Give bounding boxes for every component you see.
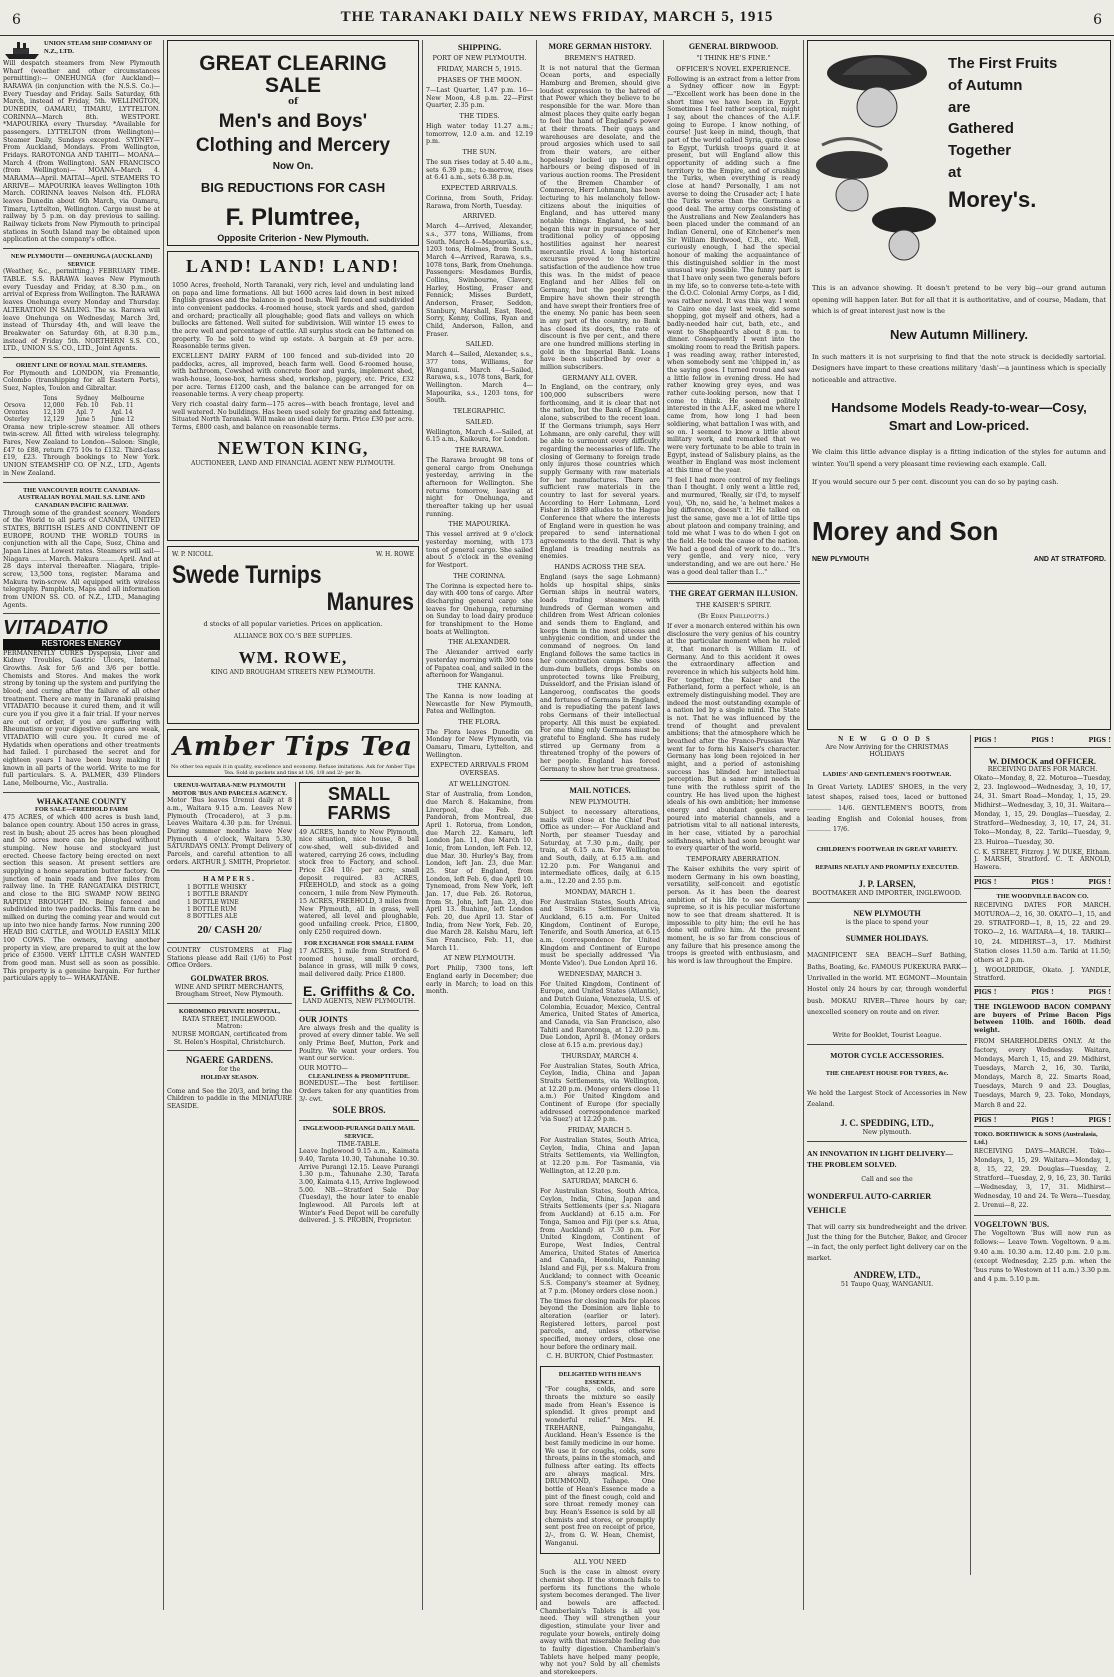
ad-headline: THE INGLEWOOD BACON COMPANY are buyers of Prime Bacon Pigs between 110lb. and 160lb. dead weight. bbox=[974, 1003, 1111, 1034]
newton-king-land-ad bbox=[167, 251, 419, 541]
advertiser-name: THE WOODVILLE BACON CO. bbox=[996, 893, 1089, 901]
advertiser-address: Brougham Street, New Plymouth. bbox=[175, 991, 284, 999]
ad-text: of bbox=[288, 97, 298, 108]
subheading: MONDAY, MARCH 1. bbox=[564, 887, 636, 896]
orient-sailings-table bbox=[3, 395, 160, 424]
vancouver-title: THE VANCOUVER ROUTE CANADIAN-AUSTRALIAN ROYAL MAIL S.S. LINE AND CANADIAN PACIFIC RAILWAY. bbox=[18, 486, 145, 509]
article-paragraph: Star of Australia, from London, due March 8. Hakamine, from Liverpool, due Feb. 28. Pandorah, from Montreal, due April 1. Rotorua, from London, due March 22. Kamaru, left London Jan. 11, due March 10. Ionic, from London, left Feb. 12, due Mar. 30. Hurley's Bay, from London, left Jan. 23, due Mar. 25. Star of England, from London, left Feb. 6, due April 10. Tynemead, from New York, left Jan. 17, due Feb. 26. Rotorua, from St. John, left Jan. 23, due April 13. Ruahine, left London Feb. 20, due April 13. Star of India, from New York, Feb. 20, due March 28. Kelshu Maru, left San Francisco, Feb. 11, due March 11. bbox=[426, 791, 533, 952]
ad-headline: are bbox=[948, 98, 971, 116]
article-paragraph: For United Kingdom, Continent of Europe, and United States (Atlantic), and Dutch Guiana, Venezuela, U.S. of Colombia, Ecuador, Mexico, Central America, United States of America, and Canada, via San Francisco, also Tahiti and Rarotonga, at 12.20 p.m. Due London, April 8. (Money orders close at 6.15 a.m. previous day.) bbox=[540, 980, 660, 1049]
ad-paragraph: COUNTRY CUSTOMERS at Flag Stations please add Rail (1/6) to Post Office Orders. bbox=[167, 946, 292, 970]
ad-paragraph: "For coughs, colds, and sore throats the mixture so easily made from Hean's Essence is splendid. It gives prompt and wonderful relief." Mrs. H. TREHARNE, Paingangahu, Auckland. Hean's Essence is the best family medicine in our home. We use it for coughs, colds, sore throats, pains in the stomach, and fullness after eating. Its effects are always magical. Mrs. DRUMMOND, Taihape. One bottle of Hean's Essence made a pint of the finest cough, cold and sore throat remedy money can buy. Hean's Essence is sold by all chemists and stores, or promptly sent post free on receipt of price, 2/-, from G. W. Hean, Chemist, Wanganui. bbox=[545, 1386, 655, 1547]
pigs-label: PIGS ! bbox=[1088, 878, 1111, 886]
ad-paragraph: BONEDUST.—The best fertiliser. Orders taken for any quantities from 3/- cwt. bbox=[299, 1080, 419, 1103]
subheading: THE KANNA. bbox=[457, 681, 502, 690]
subheading: NEW PLYMOUTH. bbox=[569, 798, 631, 807]
ad-headline: Manures bbox=[326, 587, 414, 616]
byline: (By Eden Phillpotts.) bbox=[697, 611, 770, 620]
page-number-right: 6 bbox=[1093, 12, 1102, 28]
ad-headline: Handsome Models Ready-to-wear—Cosy, Smart and Low-priced. bbox=[831, 399, 1087, 433]
list-item: 1 BOTTLE BRANDY bbox=[187, 891, 248, 899]
list-item: 1 BOTTLE WINE bbox=[187, 898, 239, 906]
ad-paragraph: MAGNIFICENT SEA BEACH—Surf Bathing, Baths, Boating, &c. FAMOUS PUKEKURA PARK—Unrivalled in the world. MT. EGMONT—Mountain Hostel only 24 hours by car, through wonderful bush. MOKAU RIVER—Three hours by car; unexcelled scenery on route and on river. bbox=[807, 952, 967, 1016]
pigs-label: PIGS ! bbox=[1031, 989, 1054, 997]
hamper-list bbox=[167, 884, 292, 921]
ad-headline: Swede Turnips bbox=[172, 561, 322, 590]
article-headline: MORE GERMAN HISTORY. bbox=[548, 42, 652, 51]
page-number-left: 6 bbox=[12, 12, 21, 28]
ad-text: OUR MOTTO— bbox=[299, 1065, 348, 1073]
ad-paragraph: RECEIVING DATES FOR MARCH. MOTUROA—2, 16, 30. OKATO—1, 15, and 29. STRATFORD—1, 8, 15, 22 and 29. TOKO—2, 16. WAITARA—4, 18. TARIKI—10, 24. MIDHIRST—3, 17. Midhirst Station closes 11.50 a.m. Tariki at 11.50; others at 2 p.m. bbox=[974, 902, 1111, 964]
hampers-ad bbox=[167, 875, 292, 938]
ad-headline: LAND! LAND! LAND! bbox=[186, 256, 400, 276]
ad-paragraph: We hold the Largest Stock of Accessories in New Zealand. bbox=[807, 1089, 967, 1108]
advertiser-name: GOLDWATER BROS. bbox=[190, 973, 269, 983]
subheading: AT NEW PLYMOUTH. bbox=[443, 954, 516, 963]
article-paragraph: The times for closing mails for places beyond the Dominion are liable to alteration (earlier or later). Registered letters, parcel post parcels, and, unless otherwise specified, money orders, close one hour before the ordinary mail. bbox=[540, 1297, 660, 1351]
ad-headline: LADIES' AND GENTLEMEN'S FOOTWEAR. bbox=[822, 770, 952, 778]
vancouver-body: Through some of the grandest scenery. Wonders of the World to all parts of CANADA, UNITED STATES, BRITISH ISLES AND CONTINENT OF EUROPE, ROUND THE WORLD TOURS in conjunction with all the Cape, Suez, China and Japan Lines at Lowest rates. Steamers will sail— Niagara ........ March. Makura ........ April. And at 28 days interval thereafter. Niagara, triple-screw, 13,500 tons, register. Marama and Makura twin-screw. All equipped with wireless telegraphy. Pamphlets, Maps and all information from UNION SS. CO. of N.Z., LTD., Managing Agents. bbox=[3, 509, 160, 609]
advertiser-name: VOGELTOWN 'BUS. bbox=[974, 1219, 1049, 1229]
article-paragraph: 7—Last Quarter, 1.47 p.m. 16—New Moon, 4.8 p.m. 22—First Quarter, 2.35 p.m. bbox=[426, 87, 533, 110]
pigs-label: PIGS ! bbox=[974, 1116, 997, 1124]
article-paragraph: If ever a monarch entered within his own disclosure the very genius of his country at the particular moment when he ruled it, that monarch is William II. of Germany. And to this accident it owes the extraordinary affection and reverence in which his subjects hold him. For together, the Kaiser and the Fatherland, form a perfect whole, is an extremely distinguishing model. They are indeed the most outstanding example of a nation led by a single mind. The State is not. That he was influenced by the trend of thought and prevalent ambitions; that the atmosphere which he breathed after the Franco-Prussian War went far to form his Kaiser's character. Germany has long been rejoiced in her might, and a period of astonishing success has blinded her intellectual perception. But a saner mind needs in tune with the ruthless spirit of the country. He has lived upon the highest ideals of his own ambition; her immense energy and abundant genius were poured into material channels, and a patriotism vital to all national interests, in her case, vitiated by a parochial selfishness, which had soon brought war to every quarter of the world. bbox=[667, 622, 800, 853]
advertiser-name: Morey and Son bbox=[812, 516, 999, 547]
ad-headline: AN INNOVATION IN LIGHT DELIVERY—THE PROBLEM SOLVED. bbox=[807, 1148, 954, 1170]
subheading: OFFICER'S NOVEL EXPERIENCE. bbox=[676, 64, 791, 73]
ad-text: THE CHEAPEST HOUSE FOR TYRES, &c. bbox=[825, 1070, 949, 1077]
ad-headline: BIG REDUCTIONS FOR CASH bbox=[200, 180, 386, 196]
subheading: SAILED. bbox=[465, 340, 494, 349]
subheading: THURSDAY, MARCH 4. bbox=[561, 1051, 639, 1060]
signature: J. WOOLDRIDGE, Okato. J. YANDLE, Stratford. bbox=[974, 966, 1111, 982]
subheading: HANDS ACROSS THE SEA. bbox=[554, 562, 646, 571]
masthead bbox=[0, 0, 1114, 36]
ad-paragraph: If you would secure our 5 per cent. discount you can do so by paying cash. bbox=[812, 477, 1059, 486]
advertiser-name: W. DIMOCK and OFFICER. bbox=[988, 755, 1097, 766]
article-paragraph: For Australian States, South Africa, and Straits Settlements, via Auckland, 6.15 a.m. For United Kingdom, Continent of Europe, Tenerife, and South America, at 6.15 a.m. (correspondence for United Kingdom and Continent of Europe must be specially addressed 'Via Monte Video'). Due London April 16. bbox=[540, 898, 660, 967]
swede-turnips-ad bbox=[167, 546, 419, 724]
pigs-label: PIGS ! bbox=[974, 737, 997, 744]
article-paragraph: The Flora leaves Dunedin on Monday for New Plymouth, via Oamaru, Timaru, Lyttelton, and Wellington. bbox=[426, 728, 533, 759]
article-paragraph: The sun rises today at 5.40 a.m., sets 6.39 p.m.; to-morrow, rises at 6.41 a.m., sets 6.38 p.m. bbox=[426, 159, 533, 182]
plumtree-ad bbox=[167, 40, 419, 246]
ad-paragraph: That will carry six hundredweight and the driver. Just the thing for the Butcher, Baker, and Grocer—in fact, the only perfect light delivery car on the market. bbox=[807, 1224, 967, 1262]
ad-headline: NEW GOODS bbox=[838, 735, 936, 743]
ad-text: is the place to spend your bbox=[845, 918, 929, 926]
article-paragraph: The Kaiser exhibits the very spirit of modern Germany in his own boasting, versatility, self-conceit and egotistic person. As it has been the dearest ambition of his life to see Germany supreme, so it is his peculiar misfortune now to see that dream shattered. It is impossible to pity him; the evil he has done will outlive him. At the present moment, he is so far from conscious of any failure that his presence among the troops is greeted with enthusiasm, and his word is law throughout the Empire. bbox=[667, 865, 800, 965]
morey-ad bbox=[807, 40, 1111, 730]
article-headline: THE GREAT GERMAN ILLUSION. bbox=[669, 589, 798, 599]
ad-text: CLEANLINESS & PROMPTITUDE. bbox=[308, 1072, 410, 1080]
ad-text: No other tea equals it in quality, excellence and economy. Refuse imitations. Ask for Amber Tips Tea. Sold in packets and tins at 1/6, 1/8 and 2/- per lb. bbox=[171, 763, 415, 776]
urenui-bus-ad bbox=[167, 782, 292, 866]
column-4-news bbox=[537, 40, 663, 1677]
ad-paragraph: The Vogeltown 'Bus will now run as follows:— Leave Town. Vogeltown. 9 a.m. 9.40 a.m. 10.30 a.m. 12.40 p.m. 2.0 p.m. (except Wednesday, 2.25 p.m. when the 'bus runs to Westown at 11 a.m.) 3.30 p.m. and 4 p.m. 5.10 p.m. bbox=[974, 1230, 1111, 1283]
ad-text: Matron: bbox=[216, 1023, 243, 1031]
hat-illustration bbox=[812, 45, 942, 275]
whakatane-body: 475 ACRES, of which 400 acres is bush land, balance open country. About 150 acres in grass, rest in bush; about 25 acres has been ploughed and 50 acres more can be ploughed without stumping. New house and stockyard just erected. Cheese factory being erected on next section this season. At present settlers are supplying a home separation butter factory. On junction of main roads and five miles from railway line. In THE RANGATAIKA DISTRICT, and close to the BIG SWAMP NOW BEING RAPIDLY BROUGHT IN. Being fenced and subdivided into two paddocks. This farm can be milked on during the coming year and would cut up into two nice handy farms. Now running 200 HEAD BIG CATTLE, and WOULD EASILY MILK 100 COWS. The owners, having another property in view, are prepared to quit at the low price of £3500. VERY LITTLE CASH WANTED from good man. Must sell as soon as possible. This property is a genuine bargain. For further particulars apply to— WHAKATANE. bbox=[3, 814, 160, 983]
article-paragraph: This vessel arrived at 9 o'clock yesterday morning, with 173 tons of general cargo. She sailed about 5 o'clock in the evening for Westport. bbox=[426, 531, 533, 569]
column-5-news bbox=[664, 40, 803, 1610]
column-3-shipping bbox=[423, 40, 536, 1610]
column-2 bbox=[164, 40, 422, 1610]
ad-text: Call and see the bbox=[861, 1176, 913, 1184]
ad-headline: Together bbox=[948, 142, 1012, 159]
ad-headline: of Autumn bbox=[948, 76, 1023, 94]
subheading: AT WELLINGTON. bbox=[448, 780, 511, 789]
ad-paragraph: 49 ACRES, handy to New Plymouth, nice situation, nice house, 8 ball cow-shed, well sub-divided and watered, carrying 26 cows, including stock free to Factory, and school. Price £34 10/- per acre; small deposit required. 83 ACRES, FREEHOLD, and stock as a going concern, 1 mile from New Plymouth. 15 ACRES, FREEHOLD, 3 miles from New Plymouth, all in grass, well watered, all level and ploughable, good unfailing creek. Price, £1800, only £250 required down. bbox=[299, 828, 419, 936]
vancouver-ad bbox=[3, 487, 160, 610]
list-item: 1 BOTTLE WHISKY bbox=[187, 883, 247, 891]
orient-line-ad bbox=[3, 362, 160, 478]
table-row: Orontes 12,130 Apl. 7 Apl. 14 bbox=[4, 409, 133, 417]
pigs-label: PIGS ! bbox=[1031, 1116, 1054, 1124]
amber-tips-tea-ad bbox=[167, 729, 419, 777]
onehunga-body: (Weather, &c., permitting.) FEBRUARY TIME-TABLE. S.S. RARAWA leaves New Plymouth every Tuesday and Friday, at 8.30 p.m., on arrival of Express from Wellington. The RARAWA leaves Onehunga every Monday and Thursday. ALTERATION IN SAILING. The ss. Rarawa will leave Onehunga on Wednesday, March 3rd, instead of Thursday 4th, and will leave the Breakwater on Saturday 6th, at 8.30 p.m., instead of Friday 5th. NORTHERN S.S. CO., LTD., UNION S.S. CO., LTD., Joint Agents. bbox=[3, 268, 160, 353]
advertiser-name: WM. ROWE, bbox=[238, 648, 348, 668]
heans-essence-ad bbox=[540, 1366, 660, 1554]
ad-headline: URENUI-WAITARA-NEW PLYMOUTH MOTOR 'BUS AND PARCELS AGENCY. bbox=[172, 782, 287, 797]
subheading: THE KAISER'S SPIRIT. bbox=[695, 601, 772, 610]
ad-paragraph: RECEIVING DAYS—MARCH. Toko—Mondays, 1, 15, 29. Waitara—Monday, 1, 8, 15, 22, 29. Douglas—Tuesday, 2. Stratford—Tuesday, 2, 9, 16, 23, 30. Tariki—Wednesday, 3, 17, 31. Midhirst—Wednesday, 10 and 24. Te Wera—Tuesday, 2. Urenui—8, 22. bbox=[974, 1147, 1111, 1210]
ad-text: W. H. ROWE bbox=[376, 551, 414, 558]
subheading: EXPECTED ARRIVALS FROM OVERSEAS. bbox=[430, 761, 529, 778]
advertiser-name: KOROMIKO PRIVATE HOSPITAL, bbox=[178, 1008, 281, 1015]
article-paragraph: Following is an extract from a letter from a Sydney officer now in Egypt:—"Excellent work has been done in the short time we have been in Egypt. Sometimes I feel rather sceptical, might I say, about the chances of the A.I.F. going to Europe. I know nothing, of course! Just keep in mind, though, that part of the world called Syria, quite close to Egypt, Turkish troops guard it at present, but will England allow this opportunity of adding such a fine territory to the Empire, and of crushing the Turks, when everything is ready close at hand? Personally, I am not averse to doing the Crusader act; I hate the Turks worse than the Germans a good deal. The army corps consisting of the Australians and New Zealanders has been placed under the command of an Indian General, one of Kitchener's men Sir William Birdwood, C.B., etc. Well, curiously enough, I had the special honour of making the acquaintance of this distinguished soldier in the most unusual way possible. The funny part is that I have only seen two generals before in my life, so to converse tete-a-tete with the G.O.C. Colonial Army Corps, as I did, was rather novel. It was this way. I went to Cairo one day last week, did some shopping, got myself and others, had a badly-needed hair cut, bath, etc., and went to Shepheard's about 8 p.m. to dinner. Consequently I went into the smoking room to read the British papers. I was reading away, rather interested, when somebody sent me 'chipped in,' as the saying goes. I turned round and saw a little fellow in evening dress. He had rather knowing grey eyes, and was rather cute-looking person, now that I come to think. He seemed politely interested in the A.I.F., asked me where I came from, how long I had been soldiering, what battalion I was with, and so on. I seemed to know a little about military work, and remarked that we were very fortunate to be able to train in Egypt, instead of Salisbury plains, as the weather in England was most inclement at this time of the year. bbox=[667, 75, 800, 474]
ad-paragraph: In Great Variety. LADIES' SHOES, in the very latest shapes, raised toes, laced or buttoned ............ 14/6. GENTLEMEN'S BOOTS, from leading English and Colonial houses, from ............ 17/6. bbox=[807, 783, 967, 834]
subheading: THE MAPOURIKA. bbox=[448, 520, 511, 529]
subheading: FRIDAY, MARCH 5, 1915. bbox=[436, 65, 523, 74]
ad-paragraph: In such matters it is not surprising to find that the note struck is decidedly sartorial. Designers have impart to these creations military 'dash'—a jauntiness which is specially noticeable and attractive. bbox=[812, 352, 1106, 385]
pigs-label: PIGS ! bbox=[1088, 989, 1111, 997]
ad-paragraph: Motor 'Bus leaves Urenui daily at 8 a.m., Waitara 9.15 a.m. Leaves New Plymouth (Trocadero), at 3 p.m. Leaves Waitara 4.30 p.m. for Urenui. During summer months leave New Plymouth 4 o'clock, Waitara 5.30, SATURDAYS ONLY. Prompt Delivery of Parcels, and careful attention to all orders. ARTHUR J. SMITH, Proprietor. bbox=[167, 797, 292, 866]
article-paragraph: For Australian States, South Africa, Ceylon, India, China, Japan and Straits Settlements (per s.s. Niagara from Auckland) at 6.15 a.m. For Tonga, Samoa and Fiji (per s.s. Atua, from Auckland) at 7.30 p.m. For United Kingdom, Continent of Europe, West Indies, Central America, United States of America and Canada, Honolulu, Fanning Island and Fiji, per s.s. Makura from Auckland; to connect with Oceanic S.S. Company's steamer at Sydney, at 7 p.m. (Money orders close noon.) bbox=[540, 1188, 660, 1295]
section-heading: SHIPPING. bbox=[457, 42, 502, 52]
ad-headline: The First Fruits bbox=[948, 55, 1058, 72]
whakatane-title: WHAKATANE COUNTY bbox=[36, 796, 127, 806]
ad-paragraph: Very rich coastal dairy farm—175 acres—with beach frontage, level and well watered. No buildings. Has been used solely for grazing and fattening. Situated North Taranaki. Will make an ideal dairy farm. Price £30 per acre. Terms, £800 cash, and balance on reasonable terms. bbox=[172, 401, 414, 432]
masthead-title: THE TARANAKI DAILY NEWS FRIDAY, MARCH 5, 1915 bbox=[340, 9, 774, 26]
union-body: Will despatch steamers from New Plymouth Wharf (weather and other circumstances permitting):— ONEHUNGA (for Auckland)— RARAWA (in conjunction with the N.S.S. Co.)—Every Tuesday and Friday. Sails Saturday, 6th March, instead of Friday, 5th. WELLINGTON, DUNEDIN, OAMARU, TIMARU, LYTTELTON. CORINNA—March 8th. WESTPORT. *MAPOURIKA every Thursday. *Available for passengers. LYTTELTON (from Wellington)—Steamer Daily, Sundays excepted. SYDNEY— From Auckland, Mondays. From Wellington, Fridays. RAROTONGA AND TAHITI— MOANA—March 4 (from Wellington). SAN FRANCISCO (from Wellington)— MOANA—March 4. MARAMA—April. MAITAI—April. STEAMERS TO ARRIVE— MAPOURIKA leaves Wellington 10th March. CORINNA leaves Nelson 4th. FLORA leaves Dunedin about 6th March, via Oamaru, Timaru, Lyttelton, Wellington. Cargo must be at railway by 5 p.m. on day previous to sailing. Railway tickets from New Plymouth to principal stations in South Island may be obtained upon application at the company's office. bbox=[3, 60, 160, 244]
orient-tail: Orama new triple-screw steamer. All others twin-screw. All fitted with wireless telegraphy. Fares, New Zealand to London—Saloon: Single, £47 to £88, return £75 10s to £132. Third-class £19, £23. Through bookings to New York. UNION STEAMSHIP CO. OF N.Z., LTD., Agents in New Zealand. bbox=[3, 423, 160, 477]
larsen-footwear-ad bbox=[807, 735, 967, 898]
article-headline: MAIL NOTICES. bbox=[569, 786, 631, 796]
article-paragraph: March 4—Sailed, Alexander, s.s., 377 tons, Williams, for Wanganui. March 4—Sailed, Rarawa, s.s., 1078 tons, Bark, for Wellington. March 4—Mapourika, s.s., 1203 tons, for South. bbox=[426, 351, 534, 405]
pigs-label: PIGS ! bbox=[1031, 878, 1054, 886]
onehunga-ad bbox=[3, 253, 160, 353]
steamship-icon bbox=[3, 40, 41, 60]
ad-headline: CHILDREN'S FOOTWEAR IN GREAT VARIETY. bbox=[816, 846, 958, 854]
article-paragraph: Such is the case in almost every chemist shop. If the stomach fails to perform its functions the whole system becomes deranged. The liver and bowels are affected. Chamberlain's Tablets is all you need. They will strengthen your digestion, stimulate your liver and regulate your bowels, entirely doing away with that miserable feeling due to faulty digestion. Chamberlain's Tablets have helped many people, why not you? Sold by all chemists and storekeepers. bbox=[540, 1569, 660, 1677]
article-paragraph: Subject to necessary alterations, mails will close at the Chief Post Office as under:— For Auckland and North, per steamer Tuesday and Saturday, at 7.30 p.m., daily, per train, at 6.15 a.m. For Wellington and South, daily, at 6.15 a.m. and 12.20 p.m. For Wanganui and intermediate offices, daily, at 6.15 a.m., 12.20 and 2.55 p.m. bbox=[540, 808, 660, 886]
vitadatio-ad bbox=[3, 618, 160, 787]
orient-title: ORIENT LINE OF ROYAL MAIL STEAMERS. bbox=[15, 361, 148, 369]
ad-paragraph: Are always fresh and the quality is proved at every dinner table. We sell only Prime Beef, Mutton, Pork and Poultry. We want your orders. You want our service. bbox=[299, 1024, 419, 1063]
advertiser-address: New plymouth. bbox=[862, 1129, 912, 1137]
onehunga-title: NEW PLYMOUTH — ONEHUNGA (AUCKLAND) SERVICE bbox=[10, 253, 153, 268]
signature: C. H. BURTON, Chief Postmaster. bbox=[546, 1353, 654, 1361]
advertiser-address: NEW PLYMOUTH bbox=[812, 555, 869, 563]
subheading: SAILED. bbox=[465, 417, 494, 426]
subheading: BREMEN'S HATRED. bbox=[564, 53, 636, 62]
orient-body: For Plymouth and LONDON, via Fremantle, Colombo (transhipping for all Eastern Ports), Suez, Naples, Toulon and Gibraltar. bbox=[3, 369, 160, 392]
advertiser-name: J. C. SPEDDING, LTD., bbox=[840, 1118, 934, 1129]
subheading: THE FLORA. bbox=[458, 717, 501, 726]
advertiser-address: AND AT STRATFORD. bbox=[1033, 555, 1106, 563]
article-paragraph: The Alexander arrived early yesterday morning with 300 tons of Papatea coal, and sailed in the afternoon for Wanganui. bbox=[426, 649, 533, 680]
ad-text: ALLIANCE BOX CO.'S BEE SUPPLIES. bbox=[233, 632, 353, 640]
ad-headline: at bbox=[948, 163, 962, 181]
subheading: ARRIVED. bbox=[462, 212, 497, 221]
pigs-label: PIGS ! bbox=[974, 878, 997, 886]
list-item: 1 BOTTLE RUM bbox=[187, 905, 237, 913]
subheading: THE ALEXANDER. bbox=[448, 638, 511, 647]
ad-paragraph: Come and See the 20/3, and bring the Children to paddle in the MINIATURE SEASIDE. bbox=[167, 1087, 292, 1111]
table-row: Orsova 12,000 Feb. 10 Feb. 11 bbox=[4, 401, 134, 409]
subheading: PORT OF NEW PLYMOUTH. bbox=[432, 54, 527, 63]
new-plymouth-holiday-ad bbox=[807, 909, 967, 1040]
ad-headline: MOTOR CYCLE ACCESSORIES. bbox=[830, 1050, 944, 1060]
article-paragraph: Port Philip, 7300 tons, left England early in December; due early in March; to load on this month. bbox=[426, 965, 533, 996]
advertiser-address: 51 Taupo Quay, WANGANUI. bbox=[840, 1280, 934, 1288]
union-steam-ad bbox=[3, 40, 160, 244]
advertiser-address: Opposite Criterion - New Plymouth. bbox=[217, 233, 369, 244]
subheading: GERMANY ALL OVER. bbox=[562, 373, 638, 382]
pigs-label: PIGS ! bbox=[1088, 737, 1111, 744]
advertiser-name: NEWTON KING, bbox=[217, 437, 369, 458]
subheading: THE SUN. bbox=[462, 148, 497, 157]
ad-headline: SUMMER HOLIDAYS. bbox=[845, 934, 929, 944]
subheading: TEMPORARY ABERRATION. bbox=[686, 855, 781, 864]
ad-headline: Amber Tips Tea bbox=[172, 732, 413, 762]
pigs-label: PIGS ! bbox=[1088, 1116, 1111, 1124]
ad-headline: HAMPERS. bbox=[203, 875, 256, 884]
ad-headline: DELIGHTED WITH HEAN'S ESSENCE. bbox=[558, 1370, 642, 1386]
ad-headline: Men's and Boys' bbox=[218, 111, 368, 133]
ad-text: d stocks of all popular varieties. Prices on application. bbox=[203, 619, 383, 628]
whakatane-head: FOR SALE—FREEHOLD FARM bbox=[35, 806, 128, 814]
advertiser-name: SOLE BROS. bbox=[332, 1105, 386, 1116]
advertiser-name: J. P. LARSEN, bbox=[858, 879, 916, 890]
ad-text: WINE AND SPIRIT MERCHANTS, bbox=[174, 983, 285, 991]
pigs-label: PIGS ! bbox=[1031, 737, 1054, 744]
subheading: "I THINK HE'S FINE." bbox=[696, 53, 771, 62]
ad-headline: OUR JOINTS bbox=[299, 1014, 348, 1024]
vitadatio-body: PERMANENTLY CURES Dyspepsia, Liver and Kidney Troubles, Gastric Ulcers, Internal Growths. Ask for 5/6 and 3/6 per bottle. Chemists and Stores. And makes the work strong by toning up the system and purifying the blood; and curing after the failure of all other treatment. There are many in Taranaki praising VITADATIO because it cured them, and it will cure you if you give it a fair trial. If your nerves are out of order, if you are suffering with Rheumatism or your digestive organs are weak, VITADATIO will cure you. It cured me of Hydatids when operations and other treatments had failed. I purchased the secret and for eighteen years I have been busy making it known in all parts of the world. Write to me for full particulars. S. A. PALMER, 439 Flinders Lane, Melbourne, Vic., Australia. bbox=[3, 649, 160, 788]
ad-headline: WONDERFUL AUTO-CARRIER VEHICLE bbox=[807, 1191, 932, 1215]
advertiser-name: NGAERE GARDENS. bbox=[185, 1055, 273, 1066]
article-paragraph: For Australian States, South Africa, Ceylon, India, China and Japan Straits Settlements, via Wellington, at 12.20 p.m. (Money orders close 11 a.m.) For United Kingdom and Continent of Europe (for specially addressed correspondence marked 'via Suez') at 12.20 p.m. bbox=[540, 1062, 660, 1124]
advertiser-name: TOKO. BORTHWICK & SONS (Australasia, Ltd.) bbox=[974, 1131, 1098, 1146]
ad-paragraph: FROM SHAREHOLDERS ONLY. At the factory, every Wednesday. Waitara, Mondays, March 1, 15, and 29. Midhirst, Tuesdays, March 2, 16, 30. Tariki, Mondays, March 8, 22. Smarts Road, Tuesdays, March 9 and 23. Douglas, Tuesdays, March 9, 23. Toko, Mondays, March 8 and 22. bbox=[974, 1037, 1111, 1109]
advertiser-address: AUCTIONEER, LAND AND FINANCIAL AGENT NEW PLYMOUTH. bbox=[191, 459, 395, 467]
subheading: TELEGRAPHIC. bbox=[453, 406, 506, 415]
table-row: Osterley 12,129 June 5 June 12 bbox=[4, 416, 135, 424]
advertiser-address: BOOTMAKER AND IMPORTER, INGLEWOOD. bbox=[812, 890, 962, 898]
ad-headline: REPAIRS NEATLY AND PROMPTLY EXECUTED. bbox=[815, 863, 959, 871]
article-paragraph: It is not natural that the German Ocean ports, and especially Hamburg and Bremen, should give loudest expression to the hatred of that Power which they believe to be responsible for the war. More than almost places they quite early began to feel the hand of England's power at their throats. Their quays and warehouses are desolate, and the proud argosies which used to sail from their waters, are either hopelessly locked up in neutral harbours or being disposed of in various auction rooms. The President of the Bremen Chamber of Commerce, Herr Lohmann, has been lecturing to his melancholy fellow-citizens about the iniquities of England, and has uttered many notable things. England, he said, began this war in pursuance of her traditional policy of opposing hostilities against her nearest mercantile rival. A long historical excursus proved to the entire satisfaction of the audience how true this was. In the midst of peace England and her Allies fell on Germany, but the people of the Empire have shown their strength and have swept their frontiers free of the enemy. No panic has been seen in any part of the country, no Bank has closed its doors, the rate of discount is five per cent., and there are one hundred millions sterling in gold in the Imperial Bank. Loans have been subscribed by over a million subscribers. bbox=[540, 64, 660, 371]
column-1 bbox=[0, 40, 163, 1610]
ad-headline: FOR EXCHANGE FOR SMALL FARM bbox=[304, 940, 414, 948]
article-paragraph: The Corinna is expected here to-day with 400 tons of cargo. After discharging general cargo she leaves for Onehunga, returning on Sunday to load dairy produce for transhipment to the Home boats at Wellington. bbox=[426, 582, 533, 636]
ad-headline: New Autumn Millinery. bbox=[890, 327, 1028, 343]
subheading: PHASES OF THE MOON. bbox=[437, 76, 522, 85]
article-paragraph: March 4—Arrived, Alexander, s.s., 377 tons, Williams, from South. March 4—Mapourika, s.s., 1203 tons, Holmes, from South. March 4—Arrived, Rarawa, s.s., 1078 tons, Bark, from Onehunga. Passengers: Mesdames Burdis, Collins, Swinbourne, Clavery, Harley, Hosting, Fraser and Fennick; Misses Burdett, Anderson, Fraser, Seddon, Stanbury, Marshall, East, Reed, Sorry, Kenny, Collins, Ryan and Child, Anderson, Fallon, and Fraser. bbox=[426, 223, 533, 338]
ad-text: RECEIVING DATES FOR MARCH. bbox=[987, 766, 1098, 774]
ad-text: Now On. bbox=[272, 160, 314, 172]
article-paragraph: In England, on the contrary, only 100,000 subscribers were forthcoming, and it is clear that not the nation, but the Bank of England alone, subscribed to the recent loan. If the Germans triumph, says Herr Lohmann, are only careful, they will be able to surmount every difficulty regarding the necessaries of life. The closing of Germany to foreign trade only injures those countries which supply Germany with raw materials for her manufactures. There are sufficient raw materials in the country to last for several years. According to Herr Lohmann, Lord Fisher in 1889 alludes to the Hague Conference that where the interests of England were in question he was prepared to send international agreements to the devil. That is why England is treading neutrals as enemies. bbox=[540, 384, 660, 561]
auto-carrier-ad bbox=[807, 1148, 967, 1288]
ad-headline: Gathered bbox=[948, 120, 1014, 138]
subheading: WEDNESDAY, MARCH 3. bbox=[558, 969, 642, 978]
ad-text: W. P. NICOLL bbox=[172, 551, 213, 558]
vitadatio-title: VITADATIO bbox=[3, 617, 108, 640]
subheading: THE RARAWA. bbox=[455, 446, 504, 455]
advertiser-address: KING AND BROUGHAM STREETS NEW PLYMOUTH. bbox=[210, 668, 376, 676]
ad-paragraph: This is an advance showing. It doesn't pretend to be very big—our grand autumn opening will happen later. But for all that it is authoritative, and of course, Madam, that which is of great interest just now is the bbox=[812, 284, 1106, 316]
column-6-7-ads bbox=[804, 40, 1114, 1610]
article-paragraph: The Rarawa brought 98 tons of general cargo from Onehunga yesterday, arriving in the afternoon for Wellington. She returns tomorrow, leaving at night for Onehunga, and thereafter taking up her usual running. bbox=[426, 457, 533, 518]
ad-headline: SMALL FARMS bbox=[299, 782, 419, 826]
column-7-pigs bbox=[971, 735, 1114, 1575]
subheading: THE CORINNA. bbox=[453, 571, 506, 580]
vitadatio-banner: RESTORES ENERGY bbox=[3, 639, 160, 649]
article-paragraph: High water today 11.27 a.m.; tomorrow, 12.0 a.m. and 12.19 p.m. bbox=[426, 123, 533, 146]
ad-text: for the bbox=[218, 1066, 241, 1074]
subheading: EXPECTED ARRIVALS. bbox=[441, 184, 518, 193]
article-paragraph: Wellington, March 4.—Sailed, at 6.15 a.m., Kaikoura, for London. bbox=[426, 428, 533, 444]
list-item: 8 BOTTLES ALE bbox=[187, 913, 238, 921]
ad-text: Are Now Arriving for the CHRISTMAS HOLIDAYS bbox=[825, 743, 949, 759]
ad-text: NURSE MORGAN, certificated from St. Helen's Hospital, Christchurch. bbox=[171, 1031, 288, 1046]
ad-paragraph: 1050 Acres, freehold, North Taranaki, very rich, level and undulating land on papa and lime formations. All but 1600 acres laid down in best mixed English grasses and the balance in good bush. Well fenced and subdivided into convenient paddocks. 4-roomed house, stock yards and shed, garden and orchard; practically all ploughable; good flats and valleys on which bullocks are fattened. Well suited for subdivision. Will winter 15 ewes to the acre well and percentage of cattle. All surplus stock can be fattened on property. To be sold to wind up estate. A bargain at £9 per acre. Reasonable terms given. bbox=[172, 281, 414, 351]
advertiser-name: ANDREW, LTD., bbox=[853, 1269, 921, 1280]
table-row: Tons Sydney Melbourne bbox=[43, 394, 145, 402]
article-paragraph: The Kanna is now loading at Newcastle for New Plymouth, Patea and Wellington. bbox=[426, 692, 533, 716]
ad-headline: NEW PLYMOUTH bbox=[853, 909, 921, 919]
hamper-price: 20/ CASH 20/ bbox=[197, 924, 262, 937]
ad-paragraph: Leave Inglewood 9.15 a.m., Kaimata 9.40, Tarata 10.30, Tahunahe 10.30. Arrive Purangi 12.15. Leave Purangi 1.30 p.m., Tahunahe 2.30, Tarata 3.00, Kaimata 4.15, Arrive Inglewood 5.00. NB.—Stratford Sale Day (Tuesday), the hour later to enable Inglewood. All Parcels left at Winter's Feed Depot will be carefully delivered. J. S. PROBIN, Proprietor. bbox=[299, 1148, 419, 1225]
signature: C. K. STREET, Fitzroy. J. W. DUKE, Eltham. J. MARSH, Stratford. C. T. ARNOLD, Hawera. bbox=[974, 848, 1111, 872]
whakatane-ad bbox=[3, 797, 160, 983]
article-paragraph: Corinna, from South, Friday. Rarawa, from North, Tuesday. bbox=[426, 194, 533, 210]
subheading: ALL YOU NEED bbox=[573, 1558, 627, 1567]
ad-headline: Clothing and Mercery bbox=[195, 135, 391, 156]
subheading: FRIDAY, MARCH 5. bbox=[567, 1125, 633, 1134]
advertiser-address: LAND AGENTS, NEW PLYMOUTH. bbox=[302, 998, 416, 1006]
subheading: THE TIDES. bbox=[459, 112, 500, 121]
article-paragraph: For Australian States, South Africa, Ceylon, India, China and Japan Straits Settlements, via Wellington, at 12.20 p.m. For Tasmania, via Wellington, at 12.20 p.m. bbox=[540, 1136, 660, 1175]
advertiser-name: E. Griffiths & Co. bbox=[303, 982, 415, 999]
subheading: SATURDAY, MARCH 6. bbox=[562, 1177, 638, 1186]
ad-text: Write for Booklet, Tourist League. bbox=[832, 1032, 942, 1040]
ad-paragraph: Okato—Monday, 8, 22. Moturoa—Tuesday, 2, 23. Inglewood—Wednesday, 3, 10, 17, 24, 31. Smart Road—Monday, 1, 15, 29. Midhirst—Wednesday, 3, 10, 31. Waitara—Monday, 1, 15, 29. Douglas—Tuesday, 2. Stratford—Wednesday, 3, 10, 17, 24, 31. Toko—Monday, 8, 22. Tariki—Tuesday, 9, 23. Huiroa—Tuesday, 30. bbox=[974, 774, 1111, 846]
advertiser-name: Morey's. bbox=[948, 186, 1037, 212]
advertiser-address: RATA STREET, INGLEWOOD. bbox=[182, 1015, 277, 1023]
union-title: UNION STEAM SHIP COMPANY OF N.Z., LTD. bbox=[44, 40, 153, 55]
article-paragraph: "I feel I had more control of my feelings than I thought. I only went a little red, and murmured, 'Really, sir (I'd, to myself you), 'Oh, no, said he, 'a helmet makes a big difference, doesn't it.' He talked on just the same, gave me a lot of little tips about platoon and company training, and told me what I was to do when I got on the field. He took the cause of the nation. We had a good deal of work to do... 'It's very gentle, and very nice, very understanding, and we are out here.' He was a good deal taller than I..." bbox=[667, 476, 800, 576]
ad-headline: INGLEWOOD-PURANGI DAILY MAIL SERVICE. bbox=[302, 1125, 416, 1141]
ad-paragraph: EXCELLENT DAIRY FARM of 100 fenced and sub-divided into 20 paddocks, acres, all improved, beach farm well. Good 6-roomed house, with bathroom, Cowshed with concrete floor and yards, implement shed, wash-house, loose-box, harness shed, workshop, piggery, etc. Price, £32 per acre. Terms £1200 cash, and the balance can be arranged for on reasonable terms. A very cheap property. bbox=[172, 353, 414, 399]
ad-paragraph: 17 ACRES, 1 mile from Stratford 6-roomed house, small orchard, balance in grass, will milk 9 cows, mail delivered daily. Price £1800. bbox=[299, 947, 419, 978]
article-headline: GENERAL BIRDWOOD. bbox=[688, 42, 779, 51]
advertiser-name: F. Plumtree, bbox=[225, 204, 361, 232]
pigs-label: PIGS ! bbox=[974, 989, 997, 997]
article-paragraph: England (says the sage Lohmann) holds up hospital ships, sinks German ships in neutral waters, loads trading steamers with hundreds of German women and children from West African colonies and sends them to England, and keeps them in the most piteous and unhygienic condition, and under the command of negroes. On land England follows the same tactics in her concentration camps. She uses dum-dum bullets, drops bombs on unprotected towns like Freiburg, Dusseldorf, and the Frisian island of Langeroog, confiscates the goods and fortunes of Germans in England, and is repudiating the patent laws robs Germans of their intellectual property. All this must be expiated. For one thing only Germans must be grateful to England. She has rudely stirred up Germany from a threatened trophy of the powers of her people. England has forced Germany to show her true greatness. bbox=[540, 573, 660, 773]
ad-text: HOLIDAY SEASON. bbox=[200, 1074, 259, 1081]
ad-headline: GREAT CLEARING SALE bbox=[199, 52, 387, 98]
ad-text: TIME-TABLE. bbox=[337, 1140, 381, 1148]
ad-paragraph: We claim this little advance display is a fitting indication of the styles for autumn and winter. You'll spend a very pleasant time reviewing each example. Call. bbox=[812, 448, 1106, 468]
spedding-motor-ad bbox=[807, 1051, 967, 1137]
